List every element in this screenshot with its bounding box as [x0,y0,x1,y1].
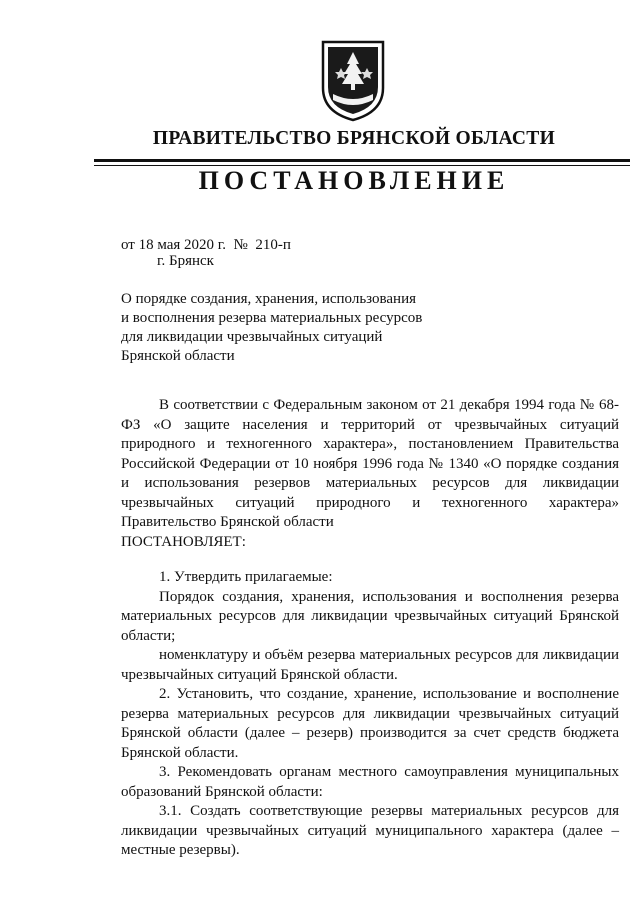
government-title: ПРАВИТЕЛЬСТВО БРЯНСКОЙ ОБЛАСТИ [152,128,556,149]
clause-2: 2. Установить, что создание, хранение, использование и восполнение резерва материальных ресурсов для ликвидации чрезвычайных ситуаций Брянской области (далее – резерв) производится за счет средств бюджета Брянской области. [121,686,619,761]
header-rule-thick [94,159,630,162]
clause-3-1: 3.1. Создать соответствующие резервы материальных ресурсов для ликвидации чрезвычайных ситуаций муниципального характера (далее – местные резервы). [121,803,619,858]
clause-3: 3. Рекомендовать органам местного самоуправления муниципальных образований Брянской области: [121,764,619,800]
clause-1-item-nomenclature: номенклатуру и объём резерва материальных ресурсов для ликвидации чрезвычайных ситуаций Брянской области. [121,647,619,683]
document-subject: О порядке создания, хранения, использования и восполнения резерва материальных ресурсов для ликвидации чрезвычайных ситуаций Брянской области [121,291,423,364]
decree-word: ПОСТАНОВЛЯЕТ: [121,533,246,550]
clause-1-item-order: Порядок создания, хранения, использования и восполнения резерва материальных ресурсов для ликвидации чрезвычайных ситуаций Брянской области; [121,588,619,644]
document-city: г. Брянск [157,253,214,269]
document-date-number: от 18 мая 2020 г. № 210-п [121,237,291,253]
clause-1: 1. Утвердить прилагаемые: [159,569,333,585]
coat-of-arms-icon [319,38,387,122]
document-body [121,396,619,861]
document-type: ПОСТАНОВЛЕНИЕ [198,166,510,195]
preamble-paragraph: В соответствии с Федеральным законом от 21 декабря 1994 года № 68-ФЗ «О защите населения и территорий от чрезвычайных ситуаций природного и техногенного характера», постановлением Правительства Российской Федерации от 10 ноября 1996 года № 1340 «О порядке создания и использования резервов материальных ресурсов для ликвидации чрезвычайных ситуаций природного и техногенного характера» Правительство Брянской области [121,397,619,530]
